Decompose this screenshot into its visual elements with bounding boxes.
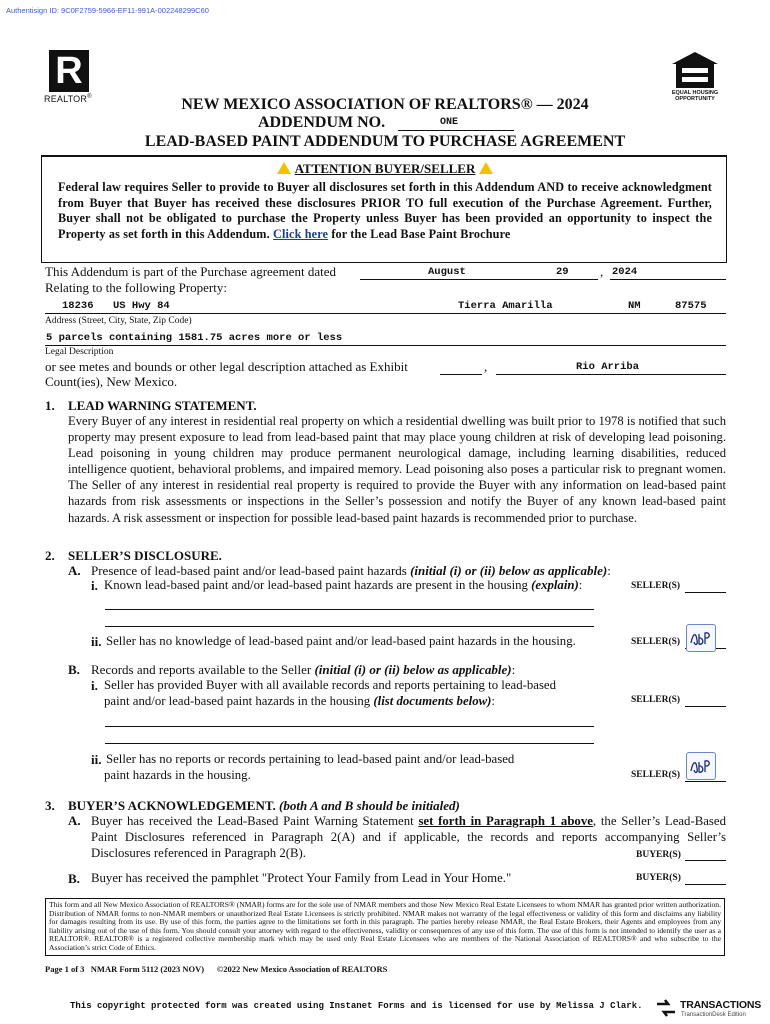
section3b-label: B. <box>68 871 80 886</box>
realtor-block <box>49 50 89 92</box>
year-line <box>610 279 726 280</box>
buyer-initials-label: BUYER(S) <box>636 873 681 883</box>
intro-line2: Relating to the following Property: <box>45 280 227 295</box>
section2aii-text: Seller has no knowledge of lead-based paint and/or lead-based paint hazards in the housing. <box>106 634 576 648</box>
seller-initials-label: SELLER(S) <box>631 770 681 780</box>
section1-title: LEAD WARNING STATEMENT. <box>68 398 257 413</box>
section3-num: 3. <box>45 798 55 813</box>
buyer-initials-line[interactable] <box>685 860 726 861</box>
date-month[interactable]: August <box>428 266 466 278</box>
initials-stamp[interactable] <box>686 752 716 780</box>
section3-title: BUYER’S ACKNOWLEDGEMENT. (both A and B should be initialed) <box>68 798 460 813</box>
license-notice: This copyright protected form was created using Instanet Forms and is licensed for use by Melissa J Clark. <box>70 1001 643 1011</box>
equal-housing-logo <box>668 50 722 102</box>
address-street[interactable]: US Hwy 84 <box>113 300 170 312</box>
date-day[interactable]: 29 <box>556 266 569 278</box>
address-label: Address (Street, City, State, Zip Code) <box>45 316 192 326</box>
address-state[interactable]: NM <box>628 300 641 312</box>
section2a-text: Presence of lead-based paint and/or lead-based paint hazards (initial (i) or (ii) below as applicable): <box>91 563 611 578</box>
disclaimer: This form and all New Mexico Association of REALTORS® (NMAR) forms are for the sole use of NMAR members and those New Mexico Real Estate Licensees to whom NMAR has granted prior written authorization. Distribution of NMAR forms to non-NMAR members or unauthorized Real Estate Licensees is strictly prohibited. NMAR makes not warranty of the legal effectiveness or validity of this form and disclaims any liability for damages resulting from its use. By use of this form, the parties agree to the limitations set forth in this paragraph. The parties hereby release NMAR, the Real Estate Brokers, their Agents and employees from any liability arising out of the use of this form. You should consult your attorney with regard to the effectiveness, validity or consequences of any use of this form. The use of this form is not intended to identify the user as a REALTOR®. REALTOR® is a registered collective membership mark which may be used only Real Estate Licensees who are members of the National Association of REALTORS® and who subscribe to the Association’s strict Code of Ethics. <box>45 898 725 956</box>
seller-initials-label: SELLER(S) <box>631 695 681 705</box>
form-title: NEW MEXICO ASSOCIATION OF REALTORS® — 2024 <box>181 96 589 113</box>
authentisign-id: Authentisign ID: 9C0F2759-5966-EF11-991A-002248299C60 <box>6 6 209 15</box>
documents-line-2[interactable] <box>105 743 594 744</box>
date-line <box>360 279 598 280</box>
section1-num: 1. <box>45 398 55 413</box>
address-line <box>45 313 726 314</box>
addendum-line <box>398 130 514 131</box>
metes-line2: Count(ies), New Mexico. <box>45 374 178 389</box>
buyer-initials-label: BUYER(S) <box>636 850 681 860</box>
addendum-label: ADDENDUM NO. <box>258 114 386 131</box>
documents-line-1[interactable] <box>105 726 594 727</box>
intro-line1: This Addendum is part of the Purchase agreement dated <box>45 264 336 279</box>
seller-initials-label: SELLER(S) <box>631 581 681 591</box>
section3a-label: A. <box>68 813 81 828</box>
buyer-initials-line[interactable] <box>685 884 726 885</box>
section2bii-label: ii. <box>91 752 102 767</box>
explain-line-1[interactable] <box>105 609 594 610</box>
section1-text: Every Buyer of any interest in residential real property on which a residential dwelling was built prior to 1978 is notified that such property may present exposure to lead from lead-based paint that may place young children at risk of developing lead poisoning. Lead poisoning in young children may produce permanent neurological damage, including learning disabilities, reduced intelligence quotient, behavioral problems, and impaired memory. Lead poisoning also poses a particular risk to pregnant women. The Seller of any interest in residential real property is required to provide the Buyer with any information on lead-based paint hazards from risk assessments or inspections in the Seller’s possession and notify the Buyer of any known lead-based paint hazards. A risk assessment or inspection for possible lead-based paint hazards is recommended prior to purchase. <box>68 414 726 525</box>
seller-initials-label: SELLER(S) <box>631 637 681 647</box>
section2bii-text2: paint hazards in the housing. <box>104 768 251 782</box>
attention-text: Federal law requires Seller to provide to Buyer all disclosures set forth in this Addendum AND to receive acknowledgment from Buyer that Buyer has received these disclosures PRIOR TO full execution of the Purchase Agreement. Further, Buyer shall not be obligated to purchase the Property unless Buyer has been provided an opportunity to inspect the Property as set forth in this Addendum. Click here for the Lead Base Paint Brochure <box>58 180 712 241</box>
county-line <box>496 374 726 375</box>
warning-icon <box>277 162 291 174</box>
section3a-text: Buyer has received the Lead-Based Paint Warning Statement set forth in Paragraph 1 above, the Seller’s Lead-Based Paint Disclosures referenced in Paragraph 2(A) and if applicable, the records and reports accompanying Seller’s Disclosures referenced in Paragraph 2(B). <box>91 814 726 860</box>
form-number: NMAR Form 5112 (2023 NOV) <box>90 964 205 974</box>
address-city[interactable]: Tierra Amarilla <box>458 300 553 312</box>
legal-value[interactable]: 5 parcels containing 1581.75 acres more or less <box>46 332 343 344</box>
house-icon <box>668 50 722 90</box>
metes-line1: or see metes and bounds or other legal description attached as Exhibit <box>45 359 408 374</box>
explain-line-2[interactable] <box>105 626 594 627</box>
footer-page <box>45 964 387 974</box>
section2bi-text2: paint and/or lead-based paint hazards in the housing (list documents below): <box>104 694 495 708</box>
initials-signature <box>687 625 715 651</box>
exhibit-line[interactable] <box>440 374 482 375</box>
section2bi-label: i. <box>91 678 98 693</box>
legal-label: Legal Description <box>45 347 114 357</box>
seller-initials-line[interactable] <box>685 781 726 782</box>
section2ai-label: i. <box>91 578 98 593</box>
initials-signature <box>687 753 715 779</box>
equal-housing-text: EQUAL HOUSING OPPORTUNITY <box>671 90 719 102</box>
initials-stamp[interactable] <box>686 624 716 652</box>
section2bii-text1: Seller has no reports or records pertaining to lead-based paint and/or lead-based <box>106 752 515 766</box>
brochure-link[interactable]: Click here <box>273 226 329 241</box>
section2-num: 2. <box>45 548 55 563</box>
section2bi-text1: Seller has provided Buyer with all available records and reports pertaining to lead-based <box>104 678 557 692</box>
addendum-number[interactable]: ONE <box>440 117 459 128</box>
seller-initials-line[interactable] <box>685 592 726 593</box>
transactions-sub: TransactionDesk Edition <box>681 1012 746 1018</box>
legal-line <box>45 345 726 346</box>
realtor-letter: R <box>55 50 83 92</box>
attention-heading: ATTENTION BUYER/SELLER <box>0 161 770 177</box>
form-subtitle: LEAD-BASED PAINT ADDENDUM TO PURCHASE AGREEMENT <box>144 133 626 150</box>
section2b-label: B. <box>68 662 80 677</box>
transactions-logo-icon <box>654 997 678 1019</box>
section2ai-text: Known lead-based paint and/or lead-based paint hazards are present in the housing (explain): <box>104 578 583 592</box>
date-year[interactable]: 2024 <box>612 266 638 278</box>
address-number[interactable]: 18236 <box>62 300 94 312</box>
realtor-text: REALTOR® <box>44 94 92 104</box>
page-number: Page 1 of 3 <box>45 964 85 974</box>
seller-initials-line[interactable] <box>685 706 726 707</box>
footer-copyright: ©2022 New Mexico Association of REALTORS <box>216 964 388 974</box>
section2-title: SELLER’S DISCLOSURE. <box>68 548 222 563</box>
date-separator: , <box>600 264 604 279</box>
section2a-label: A. <box>68 563 81 578</box>
metes-comma: , <box>484 359 488 374</box>
county-value[interactable]: Rio Arriba <box>576 361 640 373</box>
warning-icon <box>479 162 493 174</box>
section2b-text: Records and reports available to the Seller (initial (i) or (ii) below as applicable): <box>91 662 516 677</box>
section3b-text: Buyer has received the pamphlet "Protect Your Family from Lead in Your Home." <box>91 871 512 885</box>
section2aii-label: ii. <box>91 634 102 649</box>
transactions-brand: TRANSACTIONS <box>680 999 762 1011</box>
address-zip[interactable]: 87575 <box>675 300 707 312</box>
